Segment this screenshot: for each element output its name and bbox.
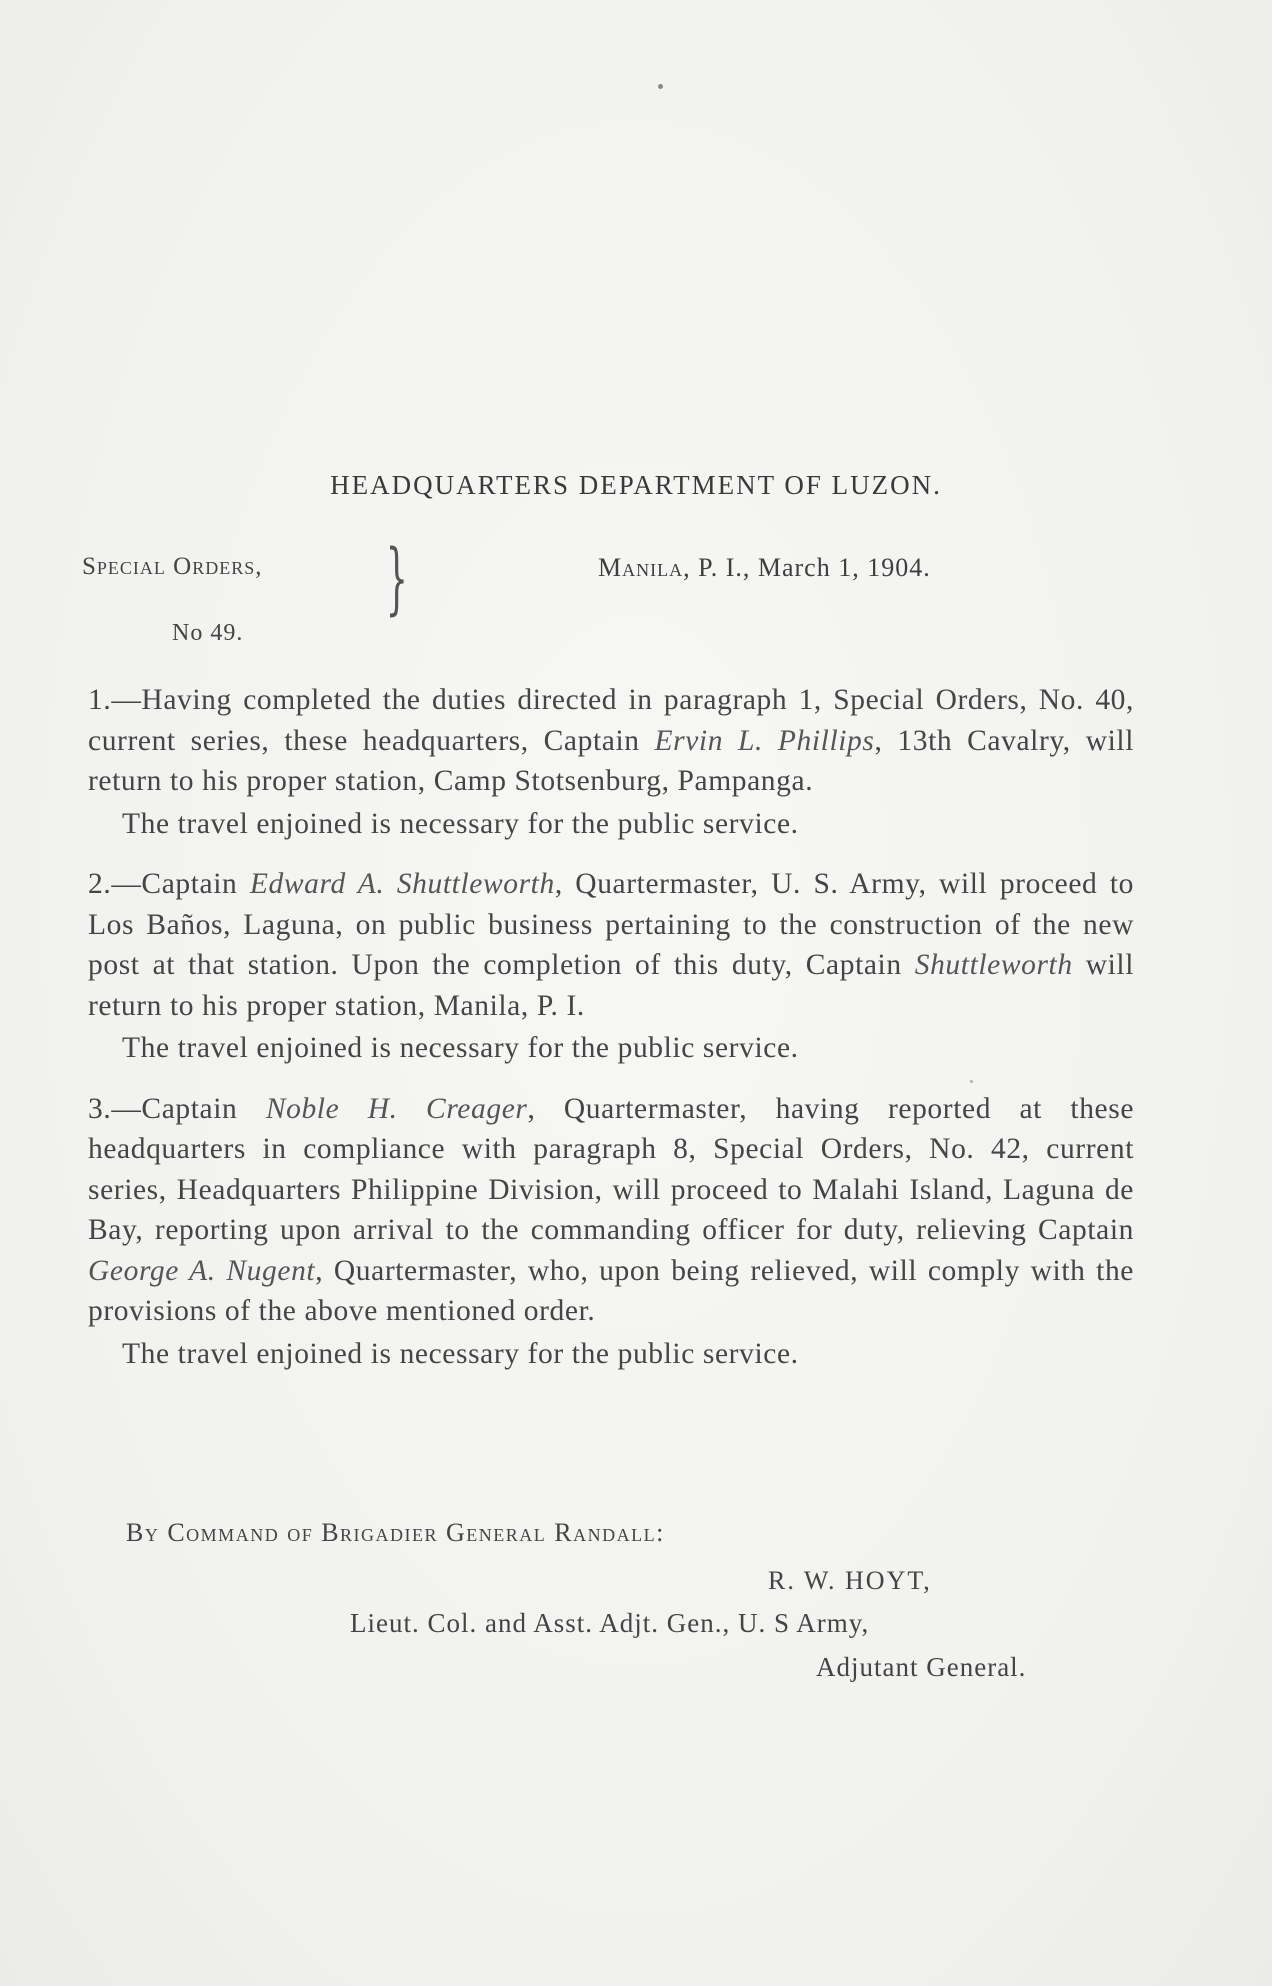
- paragraph-text: —Captain: [111, 1092, 266, 1125]
- paragraph-text: will return to his proper station, Manila, P. I.: [88, 949, 1134, 1022]
- paragraph-gap: [88, 1069, 1134, 1089]
- officer-name: Edward A. Shuttleworth: [249, 868, 555, 900]
- paragraph-text: , Quartermaster, who, upon being relieved, will comply with the provisions of the above mentioned order.: [88, 1254, 1134, 1327]
- paragraph-text: —Having completed the duties directed in paragraph 1, Special Orders, No. 40, current series, these headquarters, Captain: [88, 684, 1134, 757]
- closing-line: By Command of Brigadier General Randall:: [126, 1518, 665, 1547]
- paragraph-number: 3.: [88, 1092, 112, 1125]
- travel-note: The travel enjoined is necessary for the public service.: [122, 807, 799, 840]
- brace-glyph: }: [385, 534, 408, 624]
- order-paragraph: [88, 680, 1134, 802]
- officer-name: Noble H. Creager: [265, 1092, 528, 1125]
- signature-role: Adjutant General.: [816, 1652, 1027, 1682]
- officer-name: George A. Nugent: [88, 1254, 316, 1287]
- signature-name: R. W. HOYT,: [768, 1566, 932, 1595]
- order-paragraph: [88, 864, 1134, 1026]
- paragraph-number: 1.: [88, 684, 112, 716]
- signature-title: Lieut. Col. and Asst. Adjt. Gen., U. S Army,: [350, 1608, 870, 1638]
- paragraph-gap: [88, 844, 1134, 864]
- dateline-rest: , P. I., March 1, 1904.: [683, 553, 931, 582]
- paragraph-number: 2.: [88, 868, 112, 900]
- order-number: No 49.: [172, 620, 244, 646]
- order-paragraph: [88, 1089, 1134, 1332]
- travel-note: The travel enjoined is necessary for the public service.: [122, 1032, 799, 1064]
- dateline-place: Manila: [598, 553, 684, 582]
- officer-name: Shuttleworth: [914, 949, 1073, 981]
- document-heading: HEADQUARTERS DEPARTMENT OF LUZON.: [330, 470, 942, 500]
- order-paragraphs: [88, 680, 1134, 1374]
- order-body: [88, 680, 1134, 1374]
- paper-speck: [658, 84, 663, 89]
- officer-name: Ervin L. Phillips: [654, 724, 875, 757]
- travel-note: The travel enjoined is necessary for the public service.: [122, 1337, 799, 1370]
- paragraph-text: —Captain: [111, 868, 250, 900]
- paragraph-text: , 13th Cavalry, will return to his proper station, Camp Stotsenburg, Pampanga.: [88, 724, 1134, 797]
- special-orders-label: Special Orders,: [82, 553, 263, 580]
- dateline: [598, 553, 931, 583]
- paragraph-text: , Quartermaster, having reported at these headquarters in compliance with paragraph 8, Special Orders, No. 42, current series, Headquarters Philippine Division, will proceed to Malahi Island, Laguna de Bay, reporting upon arrival to the commanding officer for duty, relieving Captain: [88, 1092, 1135, 1246]
- paragraph-text: , Quartermaster, U. S. Army, will proceed to Los Baños, Laguna, on public business pertaining to the construction of the new post at that station. Upon the completion of this duty, Captain: [88, 868, 1135, 981]
